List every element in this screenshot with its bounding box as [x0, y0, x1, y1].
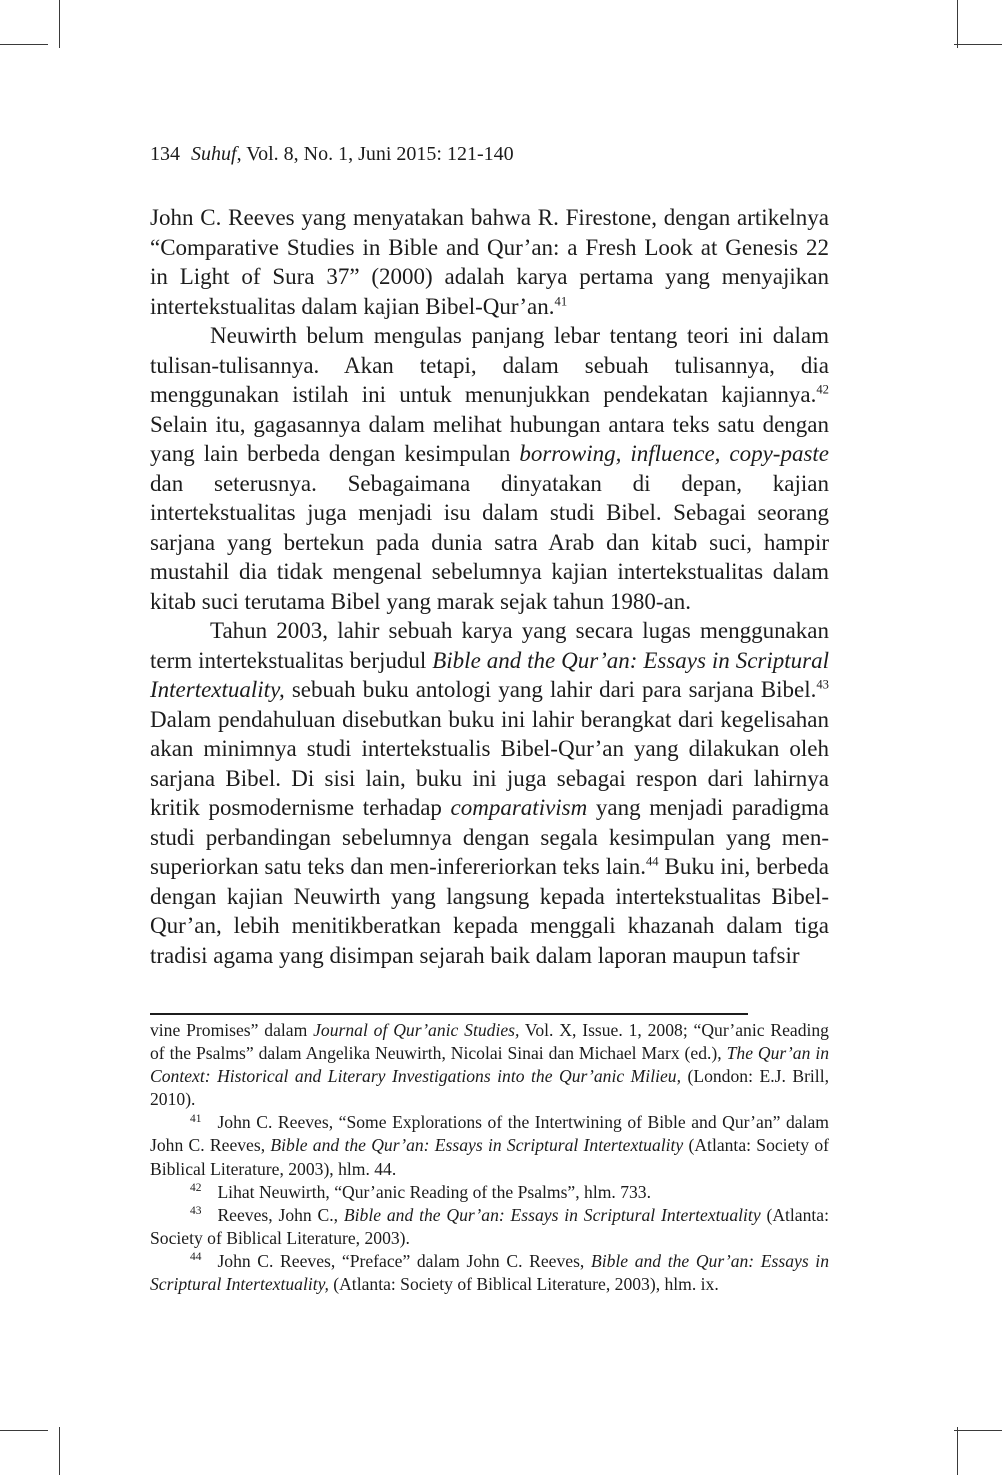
text-run: yang menjadi paradigma studi perbandingan sebelumnya dengan segala kesimpulan yang men-superiorkan satu teks dan men-infereriorkan teks lain. — [150, 795, 829, 879]
crop-mark — [59, 1427, 60, 1475]
text-run: Tahun 2003, lahir sebuah karya yang secara lugas menggunakan term intertekstualitas berjudul — [150, 618, 829, 673]
book-title: Bible and the Qur’an: Essays in Scriptural Intertextuality — [343, 1204, 761, 1225]
text-run: John C. Reeves, “Preface” dalam John C. Reeves, — [217, 1250, 591, 1271]
journal-name: Suhuf — [191, 143, 237, 165]
crop-mark — [957, 1427, 958, 1475]
footnote-44 — [150, 1250, 829, 1296]
text-run: John C. Reeves yang menyatakan bahwa R. Firestone, dengan artikelnya “Comparative Studies in Bible and Qur’an: a Fresh Look at Genesis 22 in Light of Sura 37” (2000) adalah karya pertama yang menyajikan intertekstualitas dalam kajian Bibel-Qur’an. — [150, 205, 829, 319]
text-run: Dalam pendahuluan disebutkan buku ini lahir berangkat dari kegelisahan akan minimnya studi intertekstualis Bibel-Qur’an yang dilakukan oleh sarjana Bibel. Di sisi lain, buku ini juga sebagai respon dari lahirnya kritik posmodernisme terhadap — [150, 706, 829, 820]
text-run: John C. Reeves, “Some Explorations of the Intertwining of Bible and Qur’an” dalam John C. Reeves, — [150, 1112, 829, 1156]
text-run: Selain itu, gagasannya dalam melihat hubungan antara teks satu dengan yang lain berbeda dengan kesimpulan — [150, 411, 829, 466]
footnote-41 — [150, 1111, 829, 1180]
body-text — [150, 203, 829, 970]
book-title: Bible and the Qur’an: Essays in Scriptural Intertextuality, — [150, 1250, 829, 1295]
text-run: Lihat Neuwirth, “Qur’anic Reading of the Psalms”, hlm. 733. — [217, 1181, 651, 1202]
text-run: Buku ini, berbeda dengan kajian Neuwirth yang langsung kepada intertekstualitas Bibel-Qur’an, lebih menitikberatkan kepada menggali khazanah dalam tiga tradisi agama yang disimpan sejarah baik dalam laporan maupun tafsir — [150, 854, 829, 968]
crop-mark — [0, 1430, 48, 1431]
paragraph — [150, 321, 829, 616]
text-run: vine Promises” dalam — [150, 1020, 314, 1040]
text-run: (Atlanta: Society of Biblical Literature, 2003), hlm. ix. — [328, 1274, 719, 1295]
text-run: Reeves, John C., — [217, 1204, 344, 1225]
italic-term: comparativism — [450, 795, 588, 820]
footnote-ref: 44 — [645, 854, 659, 869]
text-run: dan seterusnya. Sebagaimana dinyatakan di depan, kajian intertekstualitas juga menjadi isu dalam studi Bibel. Sebagai seorang sarjana yang bertekun pada dunia satra Arab dan kitab suci, hampir mustahil dia tidak mengenal sebelumnya kajian intertekstualitas dalam kitab suci terutama Bibel yang marak sejak tahun 1980-an. — [150, 470, 829, 614]
book-title: Bible and the Qur’an: Essays in Scriptural Intertextuality, — [150, 647, 829, 702]
text-run: sebuah buku antologi yang lahir dari para sarjana Bibel. — [284, 677, 817, 702]
text-run: (London: E.J. Brill, 2010). — [150, 1066, 829, 1110]
crop-mark — [59, 0, 60, 48]
footnote-ref: 42 — [816, 382, 829, 397]
text-run: Vol. X, Issue. 1, 2008; “Qur’anic Reading of the Psalms” dalam Angelika Neuwirth, Nicolai Sinai dan Michael Marx (ed.), — [150, 1020, 829, 1064]
paragraph — [150, 203, 829, 321]
issue-info: , Vol. 8, No. 1, Juni 2015: 121-140 — [236, 143, 514, 165]
footnote-ref: 43 — [816, 677, 829, 692]
footnote-42 — [150, 1181, 829, 1204]
footnote-number: 44 — [190, 1251, 202, 1264]
text-run: (Atlanta: Society of Biblical Literature, 2003), hlm. 44. — [150, 1135, 829, 1179]
crop-mark — [957, 0, 958, 48]
paragraph — [150, 616, 829, 970]
crop-mark — [0, 44, 48, 45]
footnote-number: 43 — [190, 1204, 202, 1217]
footnote-number: 42 — [190, 1181, 202, 1194]
footnotes — [150, 1019, 829, 1296]
footnote-rule — [150, 1013, 748, 1015]
crop-mark — [954, 44, 1002, 45]
journal-title: Journal of Qur’anic Studies, — [313, 1020, 520, 1040]
book-title: The Qur’an in Context: Historical and Literary Investigations into the Qur’anic Milieu, — [150, 1043, 830, 1087]
footnote-43 — [150, 1204, 829, 1250]
italic-term: borrowing, influence, copy-paste — [519, 441, 830, 466]
text-run: Neuwirth belum mengulas panjang lebar tentang teori ini dalam tulisan-tulisannya. Akan tetapi, dalam sebuah tulisannya, dia menggunakan istilah ini untuk menunjukkan pendekatan kajiannya. — [150, 323, 829, 407]
footnote-ref: 41 — [554, 293, 568, 308]
text-run: (Atlanta: Society of Biblical Literature, 2003). — [150, 1204, 830, 1248]
crop-mark — [954, 1430, 1002, 1431]
book-title: Bible and the Qur’an: Essays in Scriptural Intertextuality — [270, 1135, 684, 1156]
footnote-number: 41 — [190, 1112, 202, 1125]
footnote-continuation — [150, 1019, 829, 1111]
page-number: 134 — [150, 143, 180, 165]
running-head — [150, 141, 514, 167]
